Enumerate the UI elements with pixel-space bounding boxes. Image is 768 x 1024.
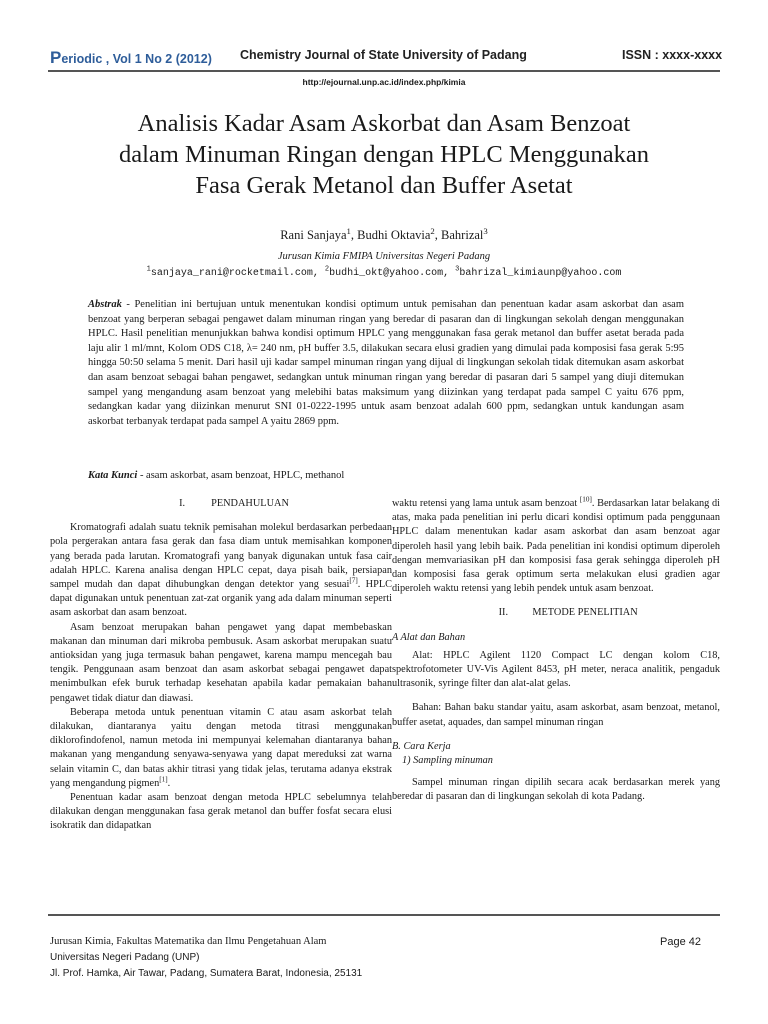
section-heading-methods: II. METODE PENELITIAN	[498, 607, 638, 619]
abstract-text: - Penelitian ini bertujuan untuk menentukan kondisi optimum untuk pemisahan dan penentuan kadar asam askorbat dan asam benzoat yang berperan sebagai pengawet dalam minuman ringan yang beredar di pasaran dan di lingkungan sekolah dengan menggunakan HPLC. Hasil penelitian menunjukkan bahwa kondisi optimum HPLC yang menggunakan fasa gerak metanol dan buffer asetat berada pada laju alir 1 ml/mnt, Kolom ODS C18, λ= 240 nm, pH buffer 3.5, dilakukan secara elusi gradien yang dimulai pada komposisi fasa gerak 5:95 hingga 50:50 selama 5 menit. Dari hasil uji kadar sampel minuman ringan yang dijual di lingkungan sekolah tidak ditemukan asam askorbat dan asam benzoat sebagai bahan pengawet, sedangkan untuk minuman ringan yang beredar di pasaran dari 5 sampel yang diuji ditemukan sampel yang mengandung asam benzoat yang melebihi batas maksimum yang diizinkan yang terdapat pada sampel C yaitu 676 ppm, sedangkan kadar yang diizinkan menurut SNI 01-0222-1995 untuk asam benzoat adalah 600 ppm, sedangkan untuk kandungan asam askorbat terbanyak terdapat pada sampel A yaitu 2869 ppm.	[88, 299, 684, 427]
keywords	[88, 470, 684, 481]
footer-department: Jurusan Kimia, Fakultas Matematika dan Ilmu Pengetahuan Alam	[50, 936, 327, 947]
authors: Rani Sanjaya$^1$, Budhi Oktavia$^2$, Bahrizal$^3$	[280, 225, 488, 242]
journal-volume: Periodic , Vol 1 No 2 (2012)	[50, 48, 212, 67]
section-heading-intro: I. PENDAHULUAN	[179, 498, 289, 509]
keywords-text: - asam askorbat, asam benzoat, HPLC, methanol	[137, 470, 345, 481]
paragraph: Bahan: Bahan baku standar yaitu, asam askorbat, asam benzoat, metanol, buffer asetat, aquades, dan sampel minuman ringan	[392, 702, 720, 728]
keywords-label: Kata Kunci	[88, 470, 138, 481]
paragraph: Kromatografi adalah suatu teknik pemisahan molekul berdasarkan perbedaan pola pergerakan antara fasa gerak dan fasa diam untuk memisahkan komponen yang berada pada larutan. Kromatografi yang banyak digunakan untuk fasa cair adalah HPLC. Karena analisa dengan HPLC cepat, daya pisah baik, persiapan sampel mudah dan dapat dihubungkan dengan detektor yang sesuai[7]. HPLC dapat digunakan untuk penentuan zat-zat organik yang ada dalam minuman seperti asam askorbat dan asam benzoat.	[50, 522, 392, 619]
paragraph: Sampel minuman ringan dipilih secara acak berdasarkan merek yang beredar di pasaran dan di lingkungan sekolah di kota Padang.	[392, 777, 720, 803]
author-emails: $^1$sanjaya_rani@rocketmail.com, $^2$budhi_okt@yahoo.com, $^3$bahrizal_kimiaunp@yahoo.com	[146, 265, 622, 279]
subsection-heading: A Alat dan Bahan	[392, 631, 466, 643]
abstract-label: Abstrak	[88, 299, 122, 310]
abstract	[88, 298, 684, 429]
paragraph: waktu retensi yang lama untuk asam benzoat [10]. Berdasarkan latar belakang di atas, maka pada penelitian ini perlu dicari kondisi optimum pada penggunaan HPLC dalam menentukan kadar asam askorbat dan asam benzoat agar diperoleh hasil yang lebih baik. Pada penelitian ini kondisi optimum diperoleh dengan memvariasikan pH dan komposisi fasa gerak sehingga diperoleh pH dan komposisi fasa gerak optimum serta melakukan elusi gradien agar diperoleh waktu retensi yang lebih pendek untuk asam benzoat.	[392, 495, 720, 595]
footer-university: Universitas Negeri Padang (UNP)	[50, 952, 200, 963]
subsection-heading: B. Cara Kerja	[392, 740, 451, 752]
paragraph: Alat: HPLC Agilent 1120 Compact LC dengan kolom C18, spektrofotometer UV-Vis Agilent 8453, pH meter, neraca analitik, pengaduk ultrasonik, syringe filter dan alat-alat gelas.	[392, 649, 720, 690]
journal-name: Chemistry Journal of State University of Padang	[240, 48, 527, 62]
paragraph: Beberapa metoda untuk penentuan vitamin C atau asam askorbat telah dilakukan, diantaranya yaitu dengan metoda titrasi menggunakan diklorofindofenol, namun metoda ini mempunyai kelemahan diantaranya bahan makanan yang mengandung senyawa-senyawa yang dapat mereduksi zat warna selain vitamin C, dan batas akhir titrasi yang tidak jelas, terutama adanya ekstrak yang mengandung pigmen[1].	[50, 706, 392, 789]
left-column	[50, 497, 392, 834]
paragraph: Asam benzoat merupakan bahan pengawet yang dapat membebaskan makanan dan minuman dari mikroba pembusuk. Asam askorbat merupakan suatu antioksidan yang juga termasuk bahan pengawet, karena mampu mencegah bau tengik. Penggunaan asam benzoat dan asam askorbat sebagai pengawet dapat menimbulkan efek buruk terhadap kesehatan apabila kadar pemakaian bahan pengawet tidak diatur dan diawasi.	[50, 621, 392, 704]
footer-rule	[48, 914, 720, 916]
affiliation: Jurusan Kimia FMIPA Universitas Negeri Padang	[277, 251, 491, 262]
footer-address: Jl. Prof. Hamka, Air Tawar, Padang, Sumatera Barat, Indonesia, 25131	[50, 968, 363, 979]
page-number: Page 42	[660, 936, 701, 948]
issn: ISSN : xxxx-xxxx	[622, 48, 723, 62]
journal-url[interactable]: http://ejournal.unp.ac.id/index.php/kimia	[302, 77, 466, 87]
paragraph: Penentuan kadar asam benzoat dengan metoda HPLC sebelumnya telah dilakukan dengan menggunakan fasa gerak metanol dan buffer fosfat secara elusi isokratik dan didapatkan	[50, 792, 392, 832]
sub-subsection-heading: 1) Sampling minuman	[402, 755, 493, 767]
right-column	[392, 497, 720, 805]
paper-title: Analisis Kadar Asam Askorbat dan Asam Benzoat dalam Minuman Ringan dengan HPLC Menggunakan Fasa Gerak Metanol dan Buffer Asetat	[118, 110, 650, 199]
header-rule	[48, 70, 720, 72]
